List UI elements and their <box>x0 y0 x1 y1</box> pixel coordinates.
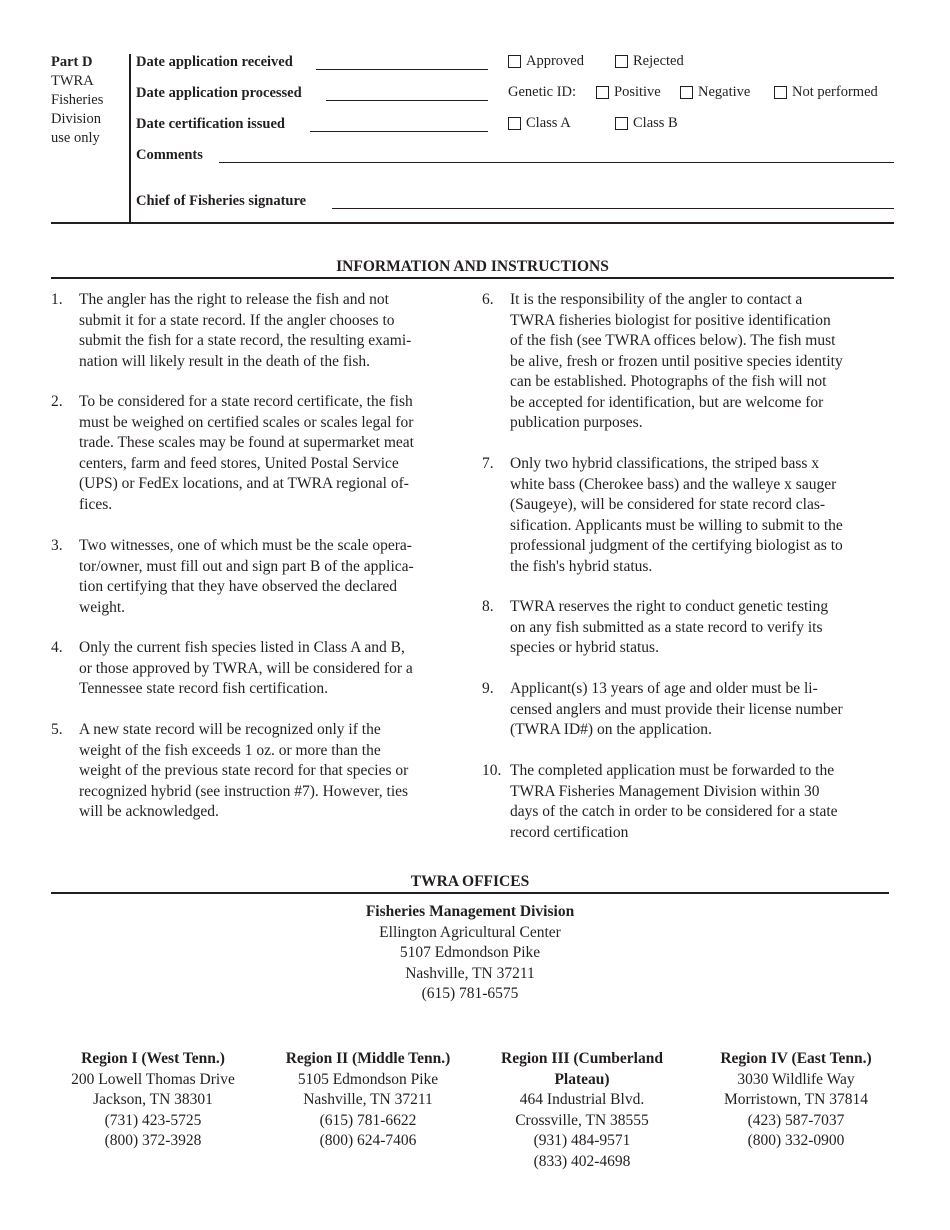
instruction-line: trade. These scales may be found at supermarket meat <box>79 434 414 451</box>
class-b-label: Class B <box>633 115 678 131</box>
part-d-subtitle-line: Fisheries <box>51 92 104 108</box>
class-a-checkbox[interactable] <box>508 115 571 132</box>
positive-label: Positive <box>614 84 661 100</box>
instruction-number: 4. <box>51 639 63 656</box>
instruction-line: (TWRA ID#) on the application. <box>510 721 712 738</box>
main-office-line: Nashville, TN 37211 <box>405 964 535 982</box>
instruction-line: the fish's hybrid status. <box>510 557 653 575</box>
part-d-subtitle-line: TWRA <box>51 73 94 89</box>
instruction-text <box>510 454 900 577</box>
instruction-text <box>510 679 900 741</box>
approved-checkbox[interactable] <box>508 53 584 70</box>
instruction-line: TWRA fisheries biologist for positive identification <box>510 311 831 329</box>
instruction-text <box>79 638 469 700</box>
region-name: Region IV (East Tenn.) <box>720 1050 872 1067</box>
instruction-line: To be considered for a state record certificate, the fish <box>79 393 413 410</box>
instruction-number: 3. <box>51 537 63 554</box>
instruction-text <box>79 290 469 372</box>
region-line: (800) 372-3928 <box>104 1132 202 1149</box>
rejected-checkbox[interactable] <box>615 53 684 70</box>
region-line: 200 Lowell Thomas Drive <box>71 1070 235 1088</box>
part-d-bottom-rule <box>51 222 894 224</box>
instruction-text <box>79 536 469 618</box>
instruction-item <box>482 597 897 659</box>
instruction-line: tor/owner, must fill out and sign part B of the applica- <box>79 557 414 575</box>
negative-checkbox[interactable] <box>680 84 750 101</box>
date-received-label: Date application received <box>136 54 293 70</box>
instruction-item <box>482 454 897 577</box>
region-name: Region I (West Tenn.) <box>81 1050 225 1067</box>
instruction-line: recognized hybrid (see instruction #7). However, ties <box>79 782 409 800</box>
region-office <box>691 1049 901 1152</box>
checkbox-box <box>774 86 787 99</box>
instruction-line: days of the catch in order to be considered for a state <box>510 803 838 820</box>
region-line: (615) 781-6622 <box>319 1111 417 1129</box>
part-d-divider <box>129 54 131 224</box>
negative-label: Negative <box>698 84 751 100</box>
instruction-line: professional judgment of the certifying biologist as to <box>510 537 843 554</box>
instruction-text <box>510 597 900 659</box>
instruction-line: can be established. Photographs of the fish will not <box>510 373 827 390</box>
main-office-line: Ellington Agricultural Center <box>379 923 561 941</box>
instruction-line: (Saugeye), will be considered for state record clas- <box>510 496 826 513</box>
instruction-number: 8. <box>482 598 494 615</box>
approved-label: Approved <box>526 53 584 69</box>
region-line: 464 Industrial Blvd. <box>519 1091 645 1108</box>
instruction-line: be alive, fresh or frozen until positive species identity <box>510 352 843 370</box>
date-issued-field[interactable] <box>310 131 488 132</box>
region-office <box>477 1049 687 1172</box>
region-line: (800) 332-0900 <box>747 1132 845 1149</box>
genetic-id-text: Genetic ID: <box>508 84 577 100</box>
region-name: Region II (Middle Tenn.) <box>285 1050 451 1067</box>
checkbox-box <box>508 117 521 130</box>
positive-checkbox[interactable] <box>596 84 661 101</box>
instruction-item <box>51 392 466 515</box>
date-issued-label: Date certification issued <box>136 116 285 132</box>
instruction-line: Only two hybrid classifications, the striped bass x <box>510 455 820 472</box>
class-b-checkbox[interactable] <box>615 115 678 132</box>
region-line: 3030 Wildlife Way <box>737 1070 855 1088</box>
main-office-line: (615) 781-6575 <box>421 985 519 1002</box>
instruction-line: Tennessee state record fish certification. <box>79 680 328 697</box>
instruction-item <box>51 290 466 372</box>
date-received-field[interactable] <box>316 69 488 70</box>
instruction-line: publication purposes. <box>510 414 643 431</box>
instruction-line: or those approved by TWRA, will be considered for a <box>79 659 413 677</box>
region-line: (931) 484-9571 <box>533 1132 631 1149</box>
instruction-line: must be weighed on certified scales or scales legal for <box>79 413 414 431</box>
region-line: Morristown, TN 37814 <box>724 1091 868 1108</box>
part-d-label <box>51 53 121 148</box>
region-name: Region III (Cumberland <box>501 1050 663 1067</box>
checkbox-box <box>615 117 628 130</box>
instruction-item <box>51 536 466 618</box>
instruction-line: Applicant(s) 13 years of age and older must be li- <box>510 680 818 697</box>
instruction-line: Only the current fish species listed in Class A and B, <box>79 639 405 656</box>
region-office <box>48 1049 258 1152</box>
instruction-number: 2. <box>51 393 63 410</box>
instruction-item <box>482 290 897 434</box>
region-line: (731) 423-5725 <box>104 1111 202 1129</box>
instruction-number: 10. <box>482 762 502 779</box>
checkbox-box <box>680 86 693 99</box>
offices-rule <box>51 892 889 894</box>
instruction-line: submit the fish for a state record, the resulting exami- <box>79 332 412 349</box>
region-line: Nashville, TN 37211 <box>303 1091 433 1108</box>
signature-label: Chief of Fisheries signature <box>136 193 307 209</box>
instruction-line: TWRA Fisheries Management Division within 30 <box>510 782 820 800</box>
part-d-title: Part D <box>51 54 93 70</box>
instruction-item <box>51 638 466 700</box>
instruction-item <box>482 761 897 843</box>
main-office-name: Fisheries Management Division <box>365 903 575 920</box>
comments-field[interactable] <box>219 162 894 163</box>
main-office-line: 5107 Edmondson Pike <box>399 944 541 961</box>
region-line: Crossville, TN 38555 <box>515 1111 649 1129</box>
instruction-line: tion certifying that they have observed the declared <box>79 578 398 595</box>
date-processed-label: Date application processed <box>136 85 302 101</box>
instruction-number: 7. <box>482 455 494 472</box>
main-office <box>270 902 670 1005</box>
instructions-rule <box>51 277 894 279</box>
genetic-id-label <box>508 84 576 101</box>
region-line: (423) 587-7037 <box>747 1111 845 1129</box>
instruction-item <box>51 720 466 823</box>
not-performed-checkbox[interactable] <box>774 84 878 101</box>
instruction-line: on any fish submitted as a state record to verify its <box>510 618 823 636</box>
instruction-line: (UPS) or FedEx locations, and at TWRA regional of- <box>79 475 409 492</box>
region-office <box>263 1049 473 1152</box>
instruction-line: Two witnesses, one of which must be the scale opera- <box>79 537 412 554</box>
instruction-line: It is the responsibility of the angler to contact a <box>510 291 803 308</box>
rejected-label: Rejected <box>633 53 684 69</box>
instruction-line: The angler has the right to release the fish and not <box>79 291 389 308</box>
instruction-line: weight. <box>79 598 126 616</box>
part-d-subtitle-line: Division <box>51 111 101 127</box>
not-performed-label: Not performed <box>792 84 878 100</box>
instructions-title: INFORMATION AND INSTRUCTIONS <box>336 258 609 275</box>
instruction-line: TWRA reserves the right to conduct genetic testing <box>510 598 829 615</box>
instruction-text <box>510 761 900 843</box>
instruction-line: nation will likely result in the death of the fish. <box>79 352 370 370</box>
instruction-line: white bass (Cherokee bass) and the walleye x sauger <box>510 475 837 493</box>
checkbox-box <box>508 55 521 68</box>
region-line: Jackson, TN 38301 <box>93 1091 213 1108</box>
part-d-subtitle-line: use only <box>51 130 100 146</box>
instruction-line: submit it for a state record. If the angler chooses to <box>79 311 395 329</box>
instruction-text <box>79 392 469 515</box>
class-a-label: Class A <box>526 115 571 131</box>
instruction-line: species or hybrid status. <box>510 639 659 656</box>
region-name: Plateau) <box>554 1070 610 1088</box>
instruction-text <box>510 290 900 434</box>
instruction-line: be accepted for identification, but are welcome for <box>510 393 824 411</box>
instruction-text <box>79 720 469 823</box>
instruction-line: censed anglers and must provide their license number <box>510 700 843 718</box>
comments-label: Comments <box>136 147 203 163</box>
signature-field[interactable] <box>332 208 894 209</box>
instruction-line: weight of the previous state record for that species or <box>79 762 409 779</box>
instruction-line: The completed application must be forwarded to the <box>510 762 835 779</box>
instruction-line: sification. Applicants must be willing to submit to the <box>510 516 843 534</box>
instruction-number: 9. <box>482 680 494 697</box>
instruction-line: fices. <box>79 495 113 513</box>
instruction-line: record certification <box>510 823 629 841</box>
checkbox-box <box>596 86 609 99</box>
region-line: (833) 402-4698 <box>533 1152 631 1170</box>
instruction-line: will be acknowledged. <box>79 803 219 820</box>
checkbox-box <box>615 55 628 68</box>
region-line: 5105 Edmondson Pike <box>297 1070 439 1088</box>
instruction-line: weight of the fish exceeds 1 oz. or more than the <box>79 741 381 759</box>
instruction-number: 6. <box>482 291 494 308</box>
instruction-item <box>482 679 897 741</box>
instruction-line: of the fish (see TWRA offices below). The fish must <box>510 332 836 349</box>
region-line: (800) 624-7406 <box>319 1132 417 1149</box>
instruction-line: centers, farm and feed stores, United Postal Service <box>79 454 399 472</box>
instruction-number: 5. <box>51 721 63 738</box>
instruction-number: 1. <box>51 291 63 308</box>
instruction-line: A new state record will be recognized only if the <box>79 721 381 738</box>
offices-title: TWRA OFFICES <box>410 873 530 890</box>
date-processed-field[interactable] <box>326 100 488 101</box>
